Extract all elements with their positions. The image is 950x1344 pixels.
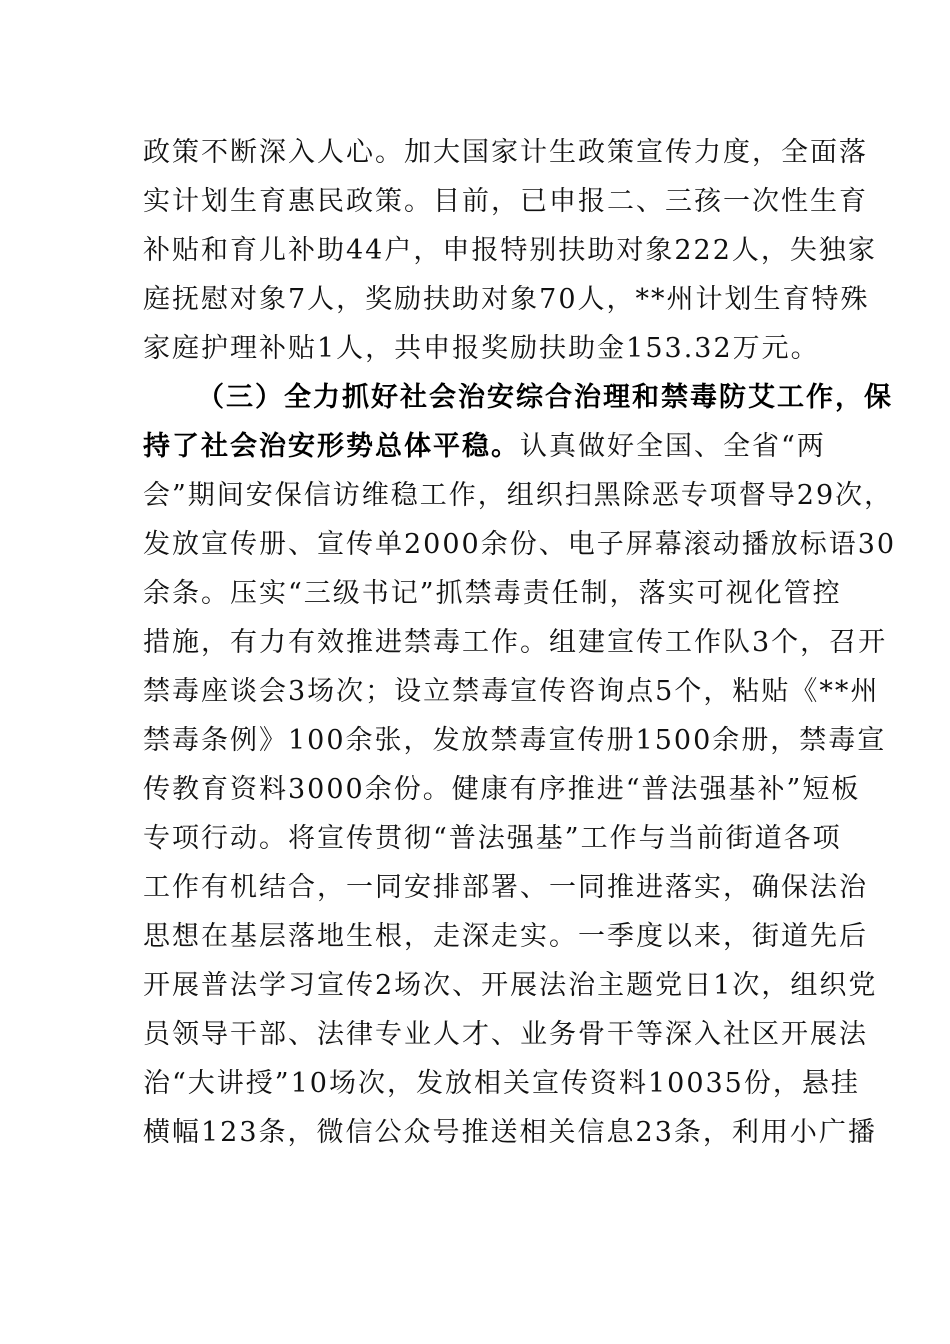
text-line: 会”期间安保信访维稳工作，组织扫黑除恶专项督导29次， [143,480,894,511]
section-heading: （三）全力抓好社会治安综合治理和禁毒防艾工作，保 [197,382,893,413]
section-heading-end: 持了社会治安形势总体平稳。 [143,431,520,462]
text-line: 家庭护理补贴1人，共申报奖励扶助金153.32万元。 [143,333,820,364]
text-line: 补贴和育儿补助44户，申报特别扶助对象222人，失独家 [143,235,877,266]
text-line: 禁毒座谈会3场次；设立禁毒宣传咨询点5个，粘贴《**州 [143,676,880,707]
text-line: 传教育资料3000余份。健康有序推进“普法强基补”短板 [143,774,861,805]
text-line: 政策不断深入人心。加大国家计生政策宣传力度，全面落 [143,137,868,168]
text-line: 思想在基层落地生根，走深走实。一季度以来，街道先后 [143,921,868,952]
text-line: 专项行动。将宣传贯彻“普法强基”工作与当前街道各项 [143,823,842,854]
text-line: 工作有机结合，一同安排部署、一同推进落实，确保法治 [143,872,868,903]
section-heading-line: 持了社会治安形势总体平稳。认真做好全国、全省“两 [143,431,826,462]
section-heading-line [143,373,893,422]
text-line: 实计划生育惠民政策。目前，已申报二、三孩一次性生育 [143,186,868,217]
text-line: 横幅123条，微信公众号推送相关信息23条，利用小广播 [143,1117,877,1148]
text-line: 措施，有力有效推进禁毒工作。组建宣传工作队3个，召开 [143,627,888,658]
text-line: 余条。压实“三级书记”抓禁毒责任制，落实可视化管控 [143,578,842,609]
text-line: 治“大讲授”10场次，发放相关宣传资料10035份，悬挂 [143,1068,860,1099]
text-line: 禁毒条例》100余张，发放禁毒宣传册1500余册，禁毒宣 [143,725,887,756]
text-line: 发放宣传册、宣传单2000余份、电子屏幕滚动播放标语30 [143,529,897,560]
text-line: 开展普法学习宣传2场次、开展法治主题党日1次，组织党 [143,970,878,1001]
document-body [143,128,897,1157]
text-line: 庭抚慰对象7人，奖励扶助对象70人，**州计划生育特殊 [143,284,870,315]
text-line: 员领导干部、法律专业人才、业务骨干等深入社区开展法 [143,1019,868,1050]
